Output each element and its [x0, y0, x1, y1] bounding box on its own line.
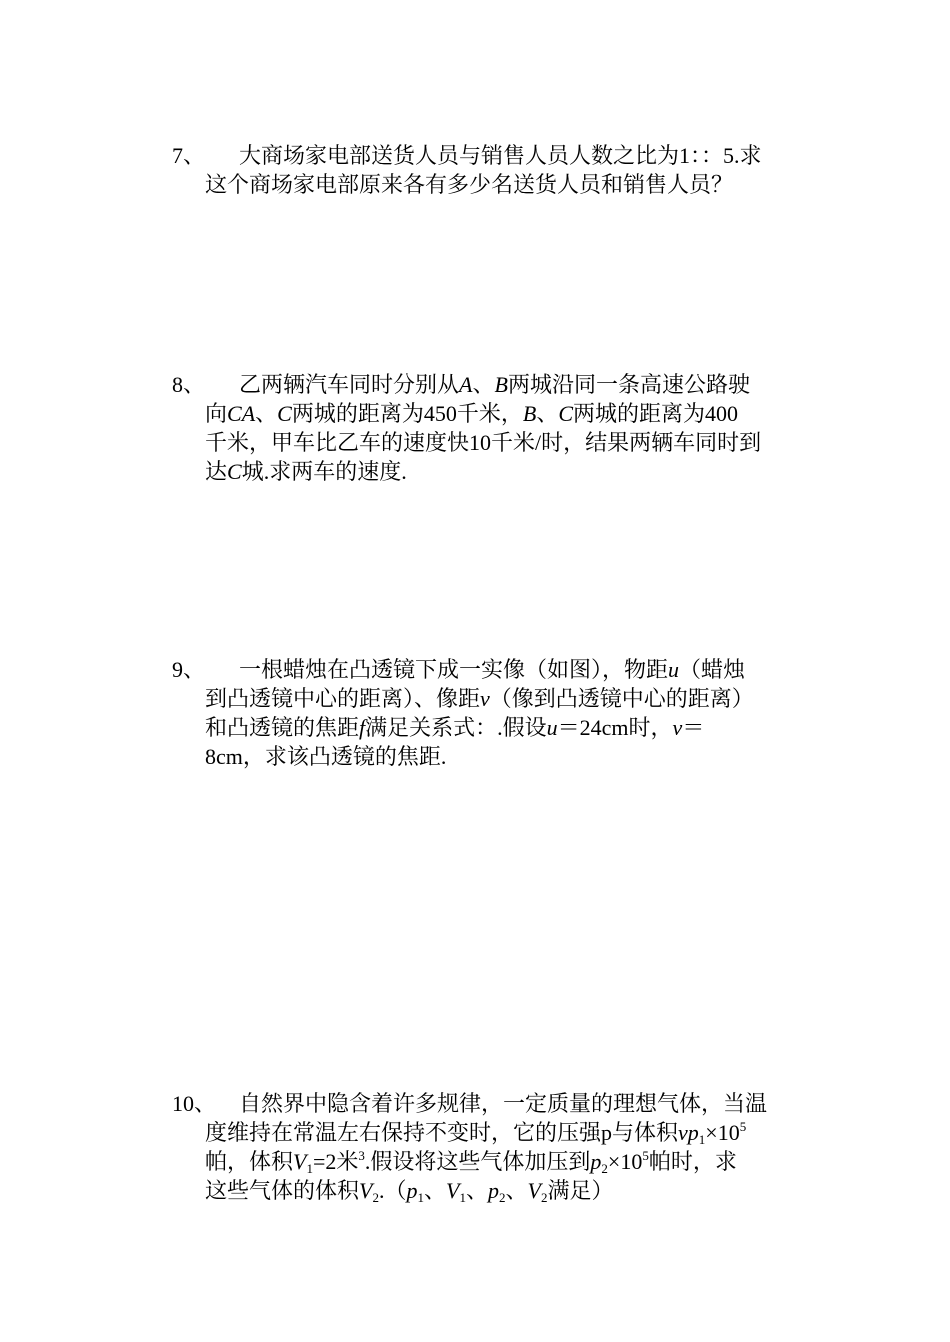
problem-line: [205, 457, 805, 486]
problem-text: 和凸透镜的焦距: [205, 715, 360, 740]
math-variable: CA: [227, 401, 256, 426]
math-variable: p: [601, 1120, 613, 1145]
math-variable: C: [227, 459, 242, 484]
math-variable: A: [459, 372, 473, 397]
subscript: 2: [372, 1190, 379, 1205]
math-variable: V: [446, 1178, 460, 1203]
problem-text: 城.求两车的速度.: [241, 459, 407, 484]
problem-line: [205, 370, 805, 399]
math-variable: p: [406, 1178, 418, 1203]
problem-line: [205, 428, 805, 457]
problem-text: 满足）: [547, 1178, 614, 1203]
problem-text: 与体积: [612, 1120, 679, 1145]
problem-text: 自然界中隐含着许多规律，一定质量的理想气体，当温: [239, 1091, 768, 1116]
problem-text: 大商场家电部送货人员与销售人员人数之比为1：：5.求: [239, 143, 762, 168]
superscript: 5: [642, 1148, 649, 1163]
problem-text: 两城沿同一条高速公路驶: [507, 372, 750, 397]
math-variable: V: [527, 1178, 541, 1203]
subscript: 1: [306, 1161, 313, 1176]
math-variable: vp: [678, 1120, 699, 1145]
problem-text: 向: [205, 401, 228, 426]
subscript: 2: [601, 1161, 608, 1176]
problem-text: 到凸透镜中心的距离）、像距: [205, 686, 481, 711]
math-variable: B: [494, 372, 508, 397]
math-variable: V: [359, 1178, 373, 1203]
problem-text: 、: [255, 401, 278, 426]
problem-line: [205, 1147, 805, 1176]
problem-text: ＝24cm时，: [557, 715, 673, 740]
problem-line: [205, 655, 805, 684]
subscript: 1: [459, 1190, 466, 1205]
math-variable: u: [546, 715, 558, 740]
problem-text: 、: [536, 401, 559, 426]
problem-10: [172, 1089, 805, 1205]
problem-text: 满足关系式：.假设: [365, 715, 547, 740]
math-variable: V: [293, 1149, 307, 1174]
problem-text: ×10: [705, 1120, 740, 1145]
math-variable: v: [672, 715, 683, 740]
math-variable: p: [487, 1178, 499, 1203]
math-variable: C: [277, 401, 292, 426]
problem-line: [205, 170, 805, 199]
problem-8: [172, 370, 805, 486]
problem-number: 9、: [172, 657, 206, 682]
problem-line: [205, 141, 805, 170]
problem-text: 帕时，求: [648, 1149, 737, 1174]
problem-text: 一根蜡烛在凸透镜下成一实像（如图），物距: [239, 657, 669, 682]
problem-text: （蜡烛: [679, 657, 746, 682]
problem-text: ×10: [607, 1149, 643, 1174]
superscript: 3: [358, 1148, 365, 1163]
problem-text: 这些气体的体积: [205, 1178, 360, 1203]
problem-text: 、: [423, 1178, 446, 1203]
problem-number: 8、: [172, 372, 206, 397]
problem-text: 帕，体积: [205, 1149, 294, 1174]
problem-text: 、: [465, 1178, 488, 1203]
problem-line: [205, 399, 805, 428]
math-variable: v: [480, 686, 490, 711]
superscript: 5: [739, 1119, 747, 1134]
problem-text: 千米，甲车比乙车的速度快10千米/时，结果两辆车同时到: [205, 430, 762, 455]
problem-text: 这个商场家电部原来各有多少名送货人员和销售人员？: [205, 172, 734, 197]
problem-line: [205, 742, 805, 771]
math-variable: f: [359, 715, 366, 740]
problem-text: 乙两辆汽车同时分别从: [239, 372, 460, 397]
problem-line: [205, 1089, 805, 1118]
problem-text: 达: [205, 459, 228, 484]
problem-text: 、: [505, 1178, 528, 1203]
math-variable: p: [590, 1149, 602, 1174]
problem-line: [205, 684, 805, 713]
problem-text: 度维持在常温左右保持不变时，它的压强: [205, 1120, 602, 1145]
problem-text: 两城的距离为450千米，: [291, 401, 523, 426]
math-variable: C: [558, 401, 574, 426]
subscript: 1: [417, 1190, 424, 1205]
math-variable: B: [522, 401, 537, 426]
problem-text: 8cm，求该凸透镜的焦距.: [205, 744, 447, 769]
problem-line: [205, 713, 805, 742]
subscript: 1: [698, 1132, 706, 1147]
problem-line: [205, 1118, 805, 1147]
math-variable: u: [668, 657, 680, 682]
problem-7: [172, 141, 805, 199]
problem-text: .（: [378, 1178, 407, 1203]
problem-number: 7、: [172, 143, 206, 168]
problem-text: 、: [472, 372, 495, 397]
problem-text: 两城的距离为400: [573, 401, 739, 426]
subscript: 2: [540, 1190, 548, 1205]
problem-9: [172, 655, 805, 771]
problem-line: [205, 1176, 805, 1205]
problem-text: （像到凸透镜中心的距离）: [489, 686, 754, 711]
problem-number: 10、: [172, 1091, 217, 1116]
problem-text: .假设将这些气体加压到: [364, 1149, 591, 1174]
subscript: 2: [498, 1190, 506, 1205]
problem-text: =2米: [312, 1149, 359, 1174]
problem-text: ＝: [682, 715, 705, 740]
